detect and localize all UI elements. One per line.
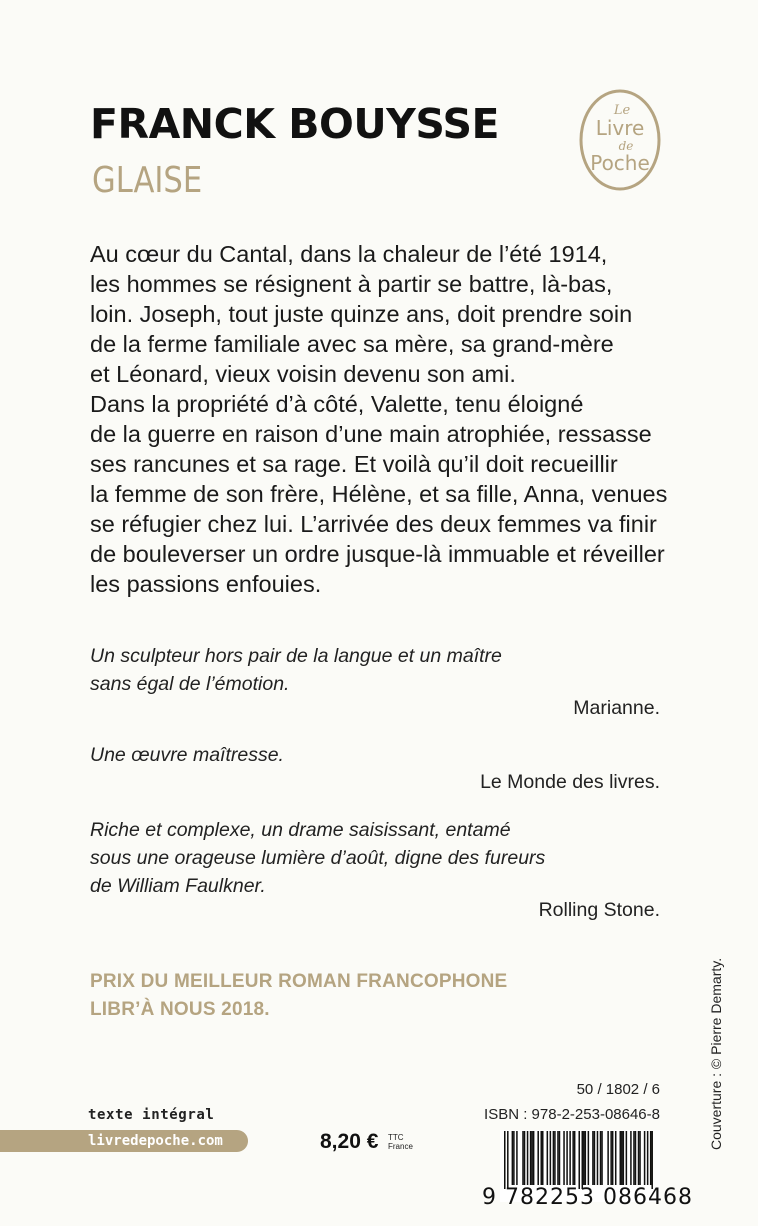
barcode-bar bbox=[557, 1131, 559, 1185]
barcode-bar bbox=[644, 1131, 646, 1185]
barcode-bar bbox=[607, 1131, 609, 1185]
barcode-bar bbox=[553, 1131, 555, 1185]
logo-word-livre: Livre bbox=[595, 116, 645, 140]
summary-line: Dans la propriété d’à côté, Valette, tenu éloigné bbox=[90, 391, 584, 417]
barcode-bar bbox=[583, 1131, 585, 1185]
barcode-bar bbox=[540, 1131, 542, 1185]
barcode-bar bbox=[582, 1131, 584, 1189]
barcode-bar bbox=[597, 1131, 599, 1185]
barcode-bar bbox=[524, 1131, 526, 1185]
barcode-bar bbox=[547, 1131, 549, 1185]
barcode-bar bbox=[507, 1131, 509, 1189]
price: 8,20 € bbox=[320, 1130, 379, 1153]
summary-text bbox=[90, 239, 690, 599]
summary-line: les passions enfouies. bbox=[90, 571, 322, 597]
quote-line: sous une orageuse lumière d’août, digne des fureurs bbox=[90, 847, 546, 869]
barcode-bar bbox=[530, 1131, 532, 1185]
barcode-bar bbox=[574, 1131, 576, 1185]
barcode-bar bbox=[563, 1131, 565, 1185]
barcode-bar bbox=[638, 1131, 640, 1185]
quote-marianne bbox=[90, 642, 670, 698]
barcode-bar bbox=[585, 1131, 587, 1185]
cover-credit: Couverture : © Pierre Demarty. bbox=[708, 957, 724, 1150]
barcode-bar bbox=[635, 1131, 637, 1185]
website-link[interactable]: livredepoche.com bbox=[88, 1133, 223, 1149]
barcode-bar bbox=[588, 1131, 590, 1185]
barcode-bar bbox=[569, 1131, 571, 1185]
quote-line: Riche et complexe, un drame saisissant, entamé bbox=[90, 819, 511, 841]
barcode-bar bbox=[542, 1131, 544, 1185]
barcode-bar bbox=[600, 1131, 602, 1185]
isbn-number: ISBN : 978-2-253-08646-8 bbox=[484, 1106, 660, 1123]
barcode-bar bbox=[630, 1131, 632, 1185]
barcode-bar bbox=[650, 1131, 652, 1185]
integral-text-label: texte intégral bbox=[88, 1107, 215, 1123]
quote-rolling-stone bbox=[90, 816, 670, 900]
barcode-bar bbox=[572, 1131, 574, 1185]
barcode-bar bbox=[592, 1131, 594, 1185]
barcode-bar bbox=[533, 1131, 535, 1185]
barcode-bar bbox=[559, 1131, 561, 1185]
barcode-bar bbox=[626, 1131, 628, 1185]
livre-de-poche-logo bbox=[578, 88, 662, 192]
barcode-digits: 9 782253 086468 bbox=[482, 1185, 693, 1210]
barcode bbox=[504, 1131, 656, 1189]
barcode-bar bbox=[633, 1131, 635, 1185]
barcode-bar bbox=[566, 1131, 568, 1185]
summary-line: loin. Joseph, tout juste quinze ans, doit prendre soin bbox=[90, 301, 633, 327]
quote-line: sans égal de l’émotion. bbox=[90, 673, 290, 695]
logo-word-poche: Poche bbox=[590, 151, 650, 175]
author-name: FRANCK BOUYSSE bbox=[90, 100, 500, 148]
summary-line: la femme de son frère, Hélène, et sa fille, Anna, venues bbox=[90, 481, 668, 507]
barcode-bar bbox=[537, 1131, 539, 1185]
barcode-bar bbox=[513, 1131, 515, 1185]
barcode-bar bbox=[601, 1131, 603, 1185]
prize-text bbox=[90, 968, 507, 1024]
barcode-bar bbox=[620, 1131, 622, 1185]
summary-line: de la ferme familiale avec sa mère, sa grand-mère bbox=[90, 331, 614, 357]
barcode-bar bbox=[621, 1131, 623, 1185]
barcode-bar bbox=[527, 1131, 529, 1185]
quote-source-marianne: Marianne. bbox=[573, 697, 660, 719]
prize-line: LIBR’À NOUS 2018. bbox=[90, 999, 270, 1020]
prize-line: PRIX DU MEILLEUR ROMAN FRANCOPHONE bbox=[90, 971, 508, 992]
barcode-bar bbox=[531, 1131, 533, 1185]
quote-source-le-monde: Le Monde des livres. bbox=[480, 771, 660, 793]
barcode-bar bbox=[516, 1131, 518, 1185]
quote-line: Une œuvre maîtresse. bbox=[90, 744, 284, 766]
barcode-bar bbox=[550, 1131, 552, 1185]
quote-line: de William Faulkner. bbox=[90, 875, 266, 897]
quote-source-rolling-stone: Rolling Stone. bbox=[538, 899, 660, 921]
summary-line: se réfugier chez lui. L’arrivée des deux femmes va finir bbox=[90, 511, 657, 537]
barcode-bar bbox=[623, 1131, 625, 1185]
logo-word-le: Le bbox=[613, 103, 631, 118]
summary-line: de la guerre en raison d’une main atrophiée, ressasse bbox=[90, 421, 652, 447]
price-tax-country: France bbox=[388, 1142, 413, 1151]
barcode-bar bbox=[615, 1131, 617, 1185]
quote-line: Un sculpteur hors pair de la langue et un maître bbox=[90, 645, 502, 667]
price-tax-note bbox=[388, 1133, 413, 1151]
barcode-bar bbox=[578, 1131, 580, 1189]
price-tax-ttc: TTC bbox=[388, 1133, 404, 1142]
summary-line: ses rancunes et sa rage. Et voilà qu’il doit recueillir bbox=[90, 451, 618, 477]
catalog-code: 50 / 1802 / 6 bbox=[576, 1081, 660, 1098]
barcode-bar bbox=[610, 1131, 612, 1185]
summary-line: les hommes se résignent à partir se battre, là-bas, bbox=[90, 271, 613, 297]
barcode-bar bbox=[639, 1131, 641, 1185]
barcode-bar bbox=[504, 1131, 506, 1189]
barcode-bar bbox=[651, 1131, 653, 1189]
barcode-bar bbox=[522, 1131, 524, 1185]
book-title: GLAISE bbox=[92, 160, 203, 201]
quote-le-monde bbox=[90, 741, 670, 769]
logo-word-de: de bbox=[618, 139, 634, 153]
summary-line: et Léonard, vieux voisin devenu son ami. bbox=[90, 361, 516, 387]
barcode-bar bbox=[647, 1131, 649, 1185]
barcode-bar bbox=[612, 1131, 614, 1185]
barcode-bar bbox=[554, 1131, 556, 1185]
summary-line: Au cœur du Cantal, dans la chaleur de l’été 1914, bbox=[90, 241, 608, 267]
summary-line: de bouleverser un ordre jusque-là immuable et réveiller bbox=[90, 541, 665, 567]
barcode-bar bbox=[512, 1131, 514, 1185]
barcode-bar bbox=[594, 1131, 596, 1185]
